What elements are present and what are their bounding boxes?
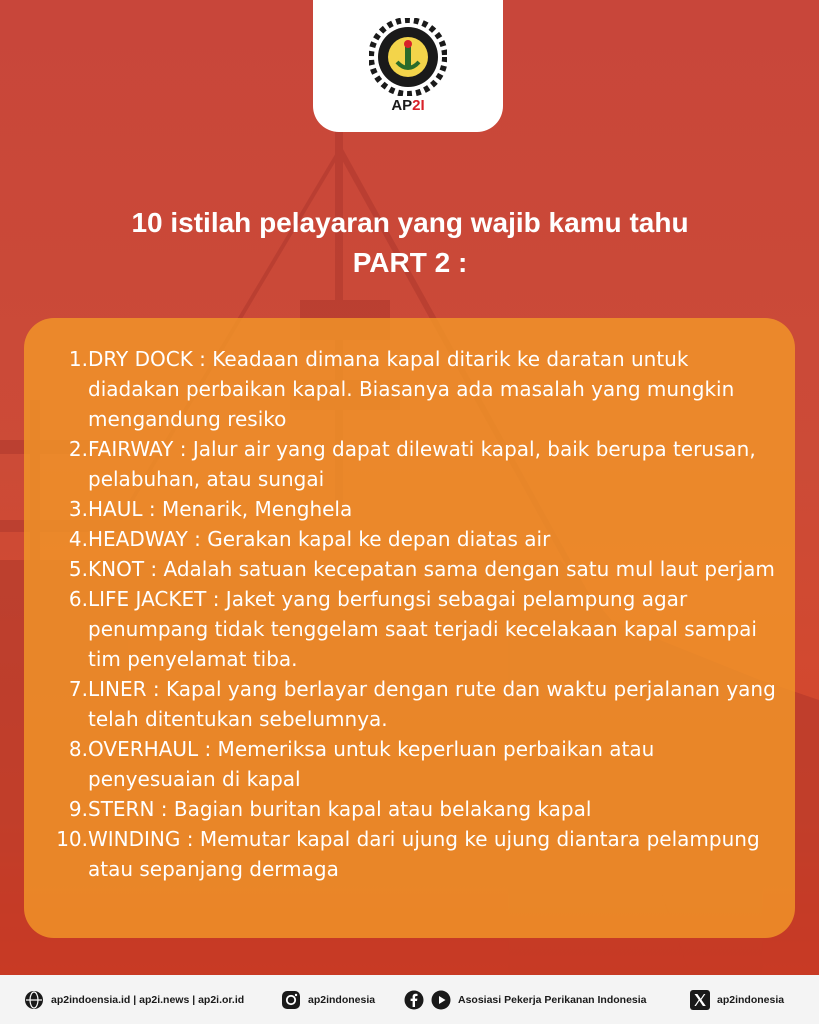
term-text: KNOT : Adalah satuan kecepatan sama dengan satu mul laut perjam — [88, 557, 775, 581]
term-text: WINDING : Memutar kapal dari ujung ke ujung diantara pelampung atau sepanjang dermaga — [88, 827, 760, 881]
logo-text-ap: AP — [391, 97, 413, 114]
ap2i-emblem-icon — [369, 18, 447, 96]
term-item — [44, 494, 779, 524]
term-number: 8. — [68, 737, 88, 761]
term-text: FAIRWAY : Jalur air yang dapat dilewati kapal, baik berupa terusan, pelabuhan, atau sungai — [88, 437, 756, 491]
term-text: DRY DOCK : Keadaan dimana kapal ditarik ke daratan untuk diadakan perbaikan kapal. Biasanya ada masalah yang mungkin mengandung resiko — [88, 347, 735, 431]
logo-tab — [313, 0, 503, 132]
term-item — [44, 674, 779, 734]
term-text: HAUL : Menarik, Menghela — [88, 497, 353, 521]
footer-facebook-youtube[interactable] — [404, 990, 647, 1010]
term-text: STERN : Bagian buritan kapal atau belakang kapal — [88, 797, 592, 821]
term-item — [44, 734, 779, 794]
ap2i-logo-text — [313, 97, 503, 114]
facebook-youtube-text: Asosiasi Pekerja Perikanan Indonesia — [458, 994, 647, 1006]
term-number: 6. — [68, 587, 88, 611]
term-text: HEADWAY : Gerakan kapal ke depan diatas air — [88, 527, 551, 551]
logo-text-2i: 2I — [412, 97, 425, 114]
term-item — [44, 344, 779, 434]
footer-x[interactable] — [690, 990, 784, 1010]
globe-icon — [24, 990, 44, 1010]
term-number: 3. — [68, 497, 88, 521]
websites-text: ap2indoensia.id | ap2i.news | ap2i.or.id — [51, 994, 245, 1006]
terms-list — [44, 344, 779, 884]
facebook-icon — [404, 990, 424, 1010]
title-line-1: 10 istilah pelayaran yang wajib kamu tahu — [131, 207, 689, 238]
term-number: 4. — [68, 527, 88, 551]
term-number: 9. — [68, 797, 88, 821]
page-title — [40, 203, 780, 283]
x-icon — [690, 990, 710, 1010]
term-text: LIFE JACKET : Jaket yang berfungsi sebagai pelampung agar penumpang tidak tenggelam saat terjadi kecelakaan kapal sampai tim penyelamat tiba. — [88, 587, 757, 671]
footer-instagram[interactable] — [281, 990, 375, 1010]
term-number: 1. — [68, 347, 88, 371]
term-item — [44, 584, 779, 674]
term-number: 5. — [68, 557, 88, 581]
term-item — [44, 824, 779, 884]
term-item — [44, 554, 779, 584]
term-item — [44, 434, 779, 494]
term-number: 7. — [68, 677, 88, 701]
term-text: LINER : Kapal yang berlayar dengan rute dan waktu perjalanan yang telah ditentukan sebelumnya. — [88, 677, 776, 731]
term-item — [44, 794, 779, 824]
term-number: 2. — [68, 437, 88, 461]
title-line-2: PART 2 : — [352, 247, 468, 278]
term-item — [44, 524, 779, 554]
footer-websites[interactable] — [24, 990, 244, 1010]
term-number: 10. — [56, 827, 88, 851]
x-text: ap2indonesia — [717, 994, 785, 1006]
instagram-icon — [281, 990, 301, 1010]
footer-bar — [0, 975, 819, 1024]
instagram-text: ap2indonesia — [308, 994, 376, 1006]
youtube-icon — [431, 990, 451, 1010]
term-text: OVERHAUL : Memeriksa untuk keperluan perbaikan atau penyesuaian di kapal — [88, 737, 655, 791]
